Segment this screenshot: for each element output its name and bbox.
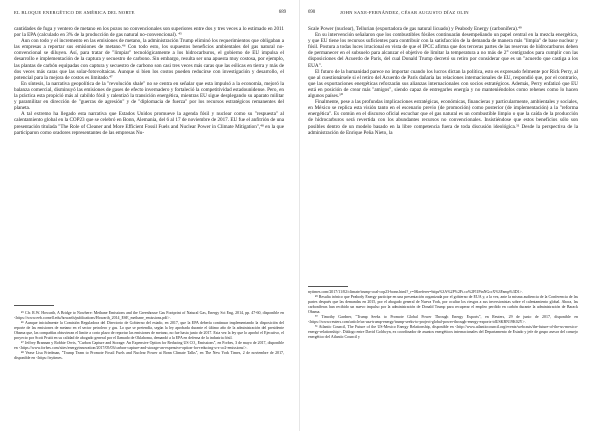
footnote-rule — [308, 286, 348, 287]
page-number: 689 — [278, 10, 286, 15]
paragraph: Finalmente, pese a las profundas implicaciones estratégicas, económicas, financieras y particularmente, ambientales y sociales, en México se replica esta visión tanto en el escenario previo (de promoción) como posterior (de implementación) a la "reforma energética". Es común en el discurso oficial escuchar que el gas natural es un combustible limpio o que la caída de la producción de hidrocarburos será revertida con los abundantes recursos no convencionales. Insistiéndose que estos beneficios sólo son posibles dentro de un modelo basado en la libre competencia fuera de toda discusión ideológica.⁵¹ Desde la perspectiva de la administración de Enrique Peña Nieto, la — [308, 99, 578, 136]
paragraph: En su intervención señalaron que los combustibles fósiles continuarán desempeñando un papel central en la mezcla energética, y que EU tiene los recursos suficientes para contribuir con la satisfacción de la demanda de manera más "limpia" de base nuclear y fósil. Postura a todas luces irracional en vista de que el IPCC afirma que dos terceras partes de las reservas de hidrocarburos deben de permanecer en el subsuelo para alcanzar el objetivo de limitar la temperatura a no más de 2° centígrados para cumplir con las disposiciones del Acuerdo de París, del cual Donald Trump decretó su retiro por considerar que es un "acuerdo que castiga a los EUA". — [308, 32, 578, 69]
page-number: 690 — [308, 10, 316, 15]
footnotes — [308, 290, 578, 340]
body-text — [14, 26, 284, 136]
footnote: ⁴⁸ Vease Lisa Friedman, "Trump Team to Promote Fossil Fuels and Nuclear Power at Bonn Climate Talks", en The New York Times, 2 de noviembre de 2017, disponible en <https://nytimes. — [14, 349, 284, 360]
body-text — [308, 26, 578, 136]
paragraph: En síntesis, la narrativa geopolítica de la "revolución shale" no se centra en señalar que esta impulsó a la economía, mejoró la balanza comercial, disminuyó las emisiones de gases de efecto invernadero y fortaleció la competitividad estadounidense. Pero, en la práctica esta propició más al cabildo fósil y ralentizó la transición energética, mientras EU sigue desplegando su aparato militar y paramilitar en dirección de "guerras de agresión" y de "diplomacia de fuerza" por los recursos estratégicos remanentes del planeta. — [14, 80, 284, 112]
footnotes — [14, 311, 284, 361]
footnote-rule — [14, 305, 54, 306]
paragraph: Scale Power (nuclear), Tellurian (exportadora de gas natural licuado) y Peabody Energy (carbonífera).⁴⁹ — [308, 26, 522, 32]
footnote: ⁵⁰ Timothy Gardner, "Trump Seeks to Promote Global Power Through Energy Exports", en Reuters, 29 de junio de 2017, disponible en <https://www.reuters.com/article/us-usa-trump-energy/trump-seeks-to-project-global-power-through-energy-exports-idUSKBN19K02Y>. — [308, 313, 578, 324]
paragraph: A tal extremo ha llegado esta narrativa que Estados Unidos promueve la agenda fósil y nuclear como su "respuesta" al calentamiento global en la COP23 que se celebró en Bonn, Alemania, del 6 al 17 de noviembre de 2017. EU fue el anfitrión de una presentación titulada "The Role of Cleaner and More Efficient Fossil Fuels and Nuclear Power in Climate Mitigation",⁴⁸ en la que participaron como oradores representantes de las empresas Nu- — [14, 111, 284, 136]
footnote: ⁴⁶ Aunque inicialmente la Comisión Reguladora del Directorio de Gobierno del estado, en 2017, que la EPA debería continuar implementando la disposición del reporte de las emisiones de metano en el sector petrolero y gas. Lo que se pretendía, según la ley aprobada durante el último año de la administración del presidente Obama que, las compañías obtuvieran el limite a corto plazo de reportar las emisiones de metano, no fue hasta junio de 2017. Esta vez la ley que lo aprobó el Ejecutivo, el proyecto por Scott Pruitt en su calidad de abogado general por el llamado de Oklahoma, demandó a la EPA en defensa de la industria fósil. — [14, 319, 284, 340]
footnote: ⁴⁷ Jeffrey Brannan y Robbie Orvis, "Carbon Capture and Storage: An Expensive Option for Reducing US CO₂ Emissions", en Forbes, 3 de mayo de 2017, disponible en <https://www.forbes.com/sites/energyinnovation/2017/05/03/carbon-capture-and-storage-an-expensive-option-for-reducing-u-s-co2-emissions/>. — [14, 339, 284, 350]
footnote: nytimes.com/2017/11/02/climate/trump-coal-cop23-bonn.html?_r=0&referer=https%3A%2F%2Ft.co%2Fl1PtnNGcrX%3Famp%3D1>. — [308, 289, 523, 294]
footnote: ⁴⁹ Resulta irónico que Peabody Energy participe en una presentación organizada por el gobierno de EUA y, a la vez, ante la misma audiencia de la Conferencia de las partes después que las demandas en 2015, por el abogado general de Nueva York, por ocultar los riesgos a sus inversionistas sobre el calentamiento global. Ahora, las carboníferas han recibido un nuevo impulso por la administración de Donald Trump para recuperar el empleo perdido en carbón durante la administración de Barack Obama. — [308, 293, 578, 314]
paragraph: El futuro de la humanidad parece no importar cuando los lucros dictan la política, esto es expresado felmente por Rick Perry, al que al cuestionársele si el retiro del Acuerdo de París dañaría las relaciones internacionales de EU, respondió que, por el contrario, que las exportaciones energéticas reforzarán sus alianzas internacionales con socios estratégicos. Además, Perry enfatizó que EU está en posición de crear más "amigos", siendo capaz de entregarles energía y no manteniéndolos como rehenes como lo hacen algunos países.⁵⁰ — [308, 68, 578, 100]
right-page — [300, 0, 600, 431]
paragraph: cantidades de fuga y ventero de metano en los pozos no convencionales son superiores entre dos y tres veces a lo estimado en 2011 por la EPA (calculado en 3% de la producción de gas natural no-convencional). ⁴⁵ — [14, 26, 284, 39]
footnote: ⁵¹ Atlantic Council, The Future of the US-Mexico Energy Relationship, disponible en <http://www.atlanticcouncil.org/events/webcasts/the-future-of-the-us-mexico-energy-relationship>. Diálogo entre David Goldwyn, ex coordinador de asuntos energéticos internacionales del Departamento de Estado y jefe de grupo asesor del consejo energético del Atlantic Council y — [308, 323, 578, 339]
running-head: JOHN SAXE-FERNÁNDEZ, CÉSAR AUGUSTO DÍAZ OLIN — [340, 10, 469, 15]
paragraph: Aun con todo y el incremento en las emisiones de metano, la administración Trump eliminó los requerimientos que obligaban a las empresas a reportar sus emisiones de metano.⁴⁶ Con todo esto, los supuestos beneficios ambientales del gas natural no-convencional se diluyen. Así, para tratar de "limpiar" tecnológicamente a los hidrocarburos, el gobierno de EU impulsa el desarrollo e implementación de la captura y secuestro de carbono. Sin embargo, resulta ser una apuesta muy costosa, por ejemplo, las plantas de carbón equipadas con captura y secuestro de carbono son casi tres veces más caras que las eólicas en tierra y más de dos veces más caras que las solar-fotovoltaicas. Aunque si bien los costos pueden reducirse con investigación y desarrollo, el potencial para la mejora de costos es limitado.⁴⁷ — [14, 38, 284, 81]
running-head: EL BLOQUE ENERGÉTICO DE AMÉRICA DEL NORTE — [14, 10, 135, 15]
footnote: ⁴⁵ Cfr. R.W. Howarth, A Bridge to Nowhere: Methane Emissions and the Greenhouse Gas Footprint of Natural Gas, Energy Sci Eng, 2014, pp. 47-60, disponible en <https://www.eeb.cornell.edu/howarth/publications/Howarth_2014_ESE_methane_emissions.pdf>. — [14, 310, 284, 320]
